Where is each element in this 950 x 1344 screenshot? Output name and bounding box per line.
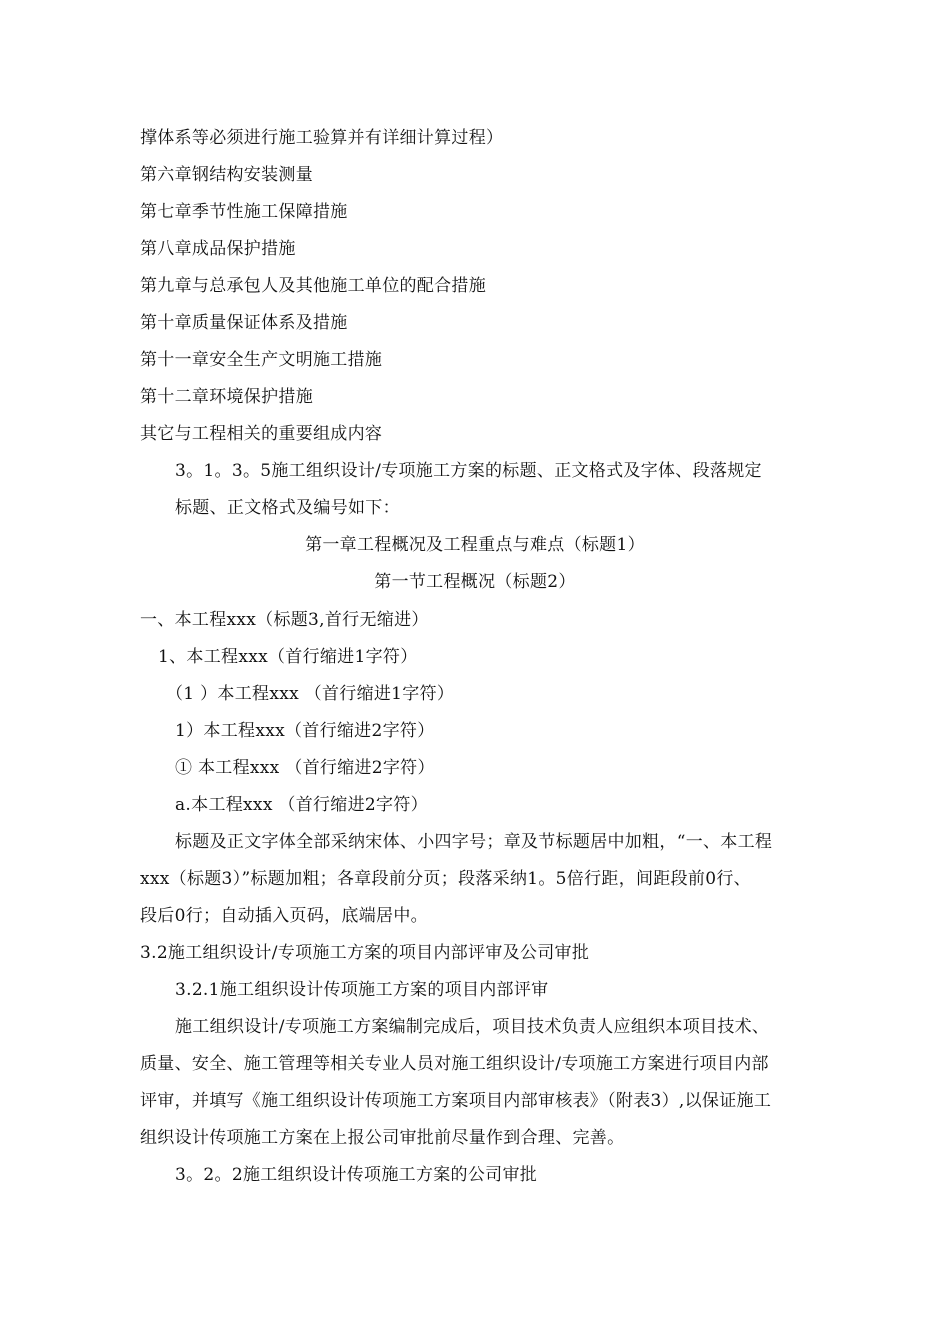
section-heading-3-2-2: 3。2。2施工组织设计传项施工方案的公司审批 (175, 1165, 538, 1185)
example-level-2: 1）本工程xxx（首行缩进2字符） (175, 721, 435, 741)
example-level-letter: a.本工程xxx （首行缩进2字符） (175, 795, 428, 815)
chapter-11-heading: 第十一章安全生产文明施工措施 (140, 350, 383, 370)
chapter-6-heading: 第六章钢结构安装测量 (140, 165, 313, 185)
text-line: 标题、正文格式及编号如下： (175, 498, 400, 518)
example-level-1: 1、本工程xxx（首行缩进1字符） (158, 647, 418, 667)
paragraph-line: 标题及正文字体全部采纳宋体、小四字号；章及节标题居中加粗，“一、本工程 (175, 832, 773, 852)
example-level-circled: ① 本工程xxx （首行缩进2字符） (175, 758, 435, 778)
other-content-line: 其它与工程相关的重要组成内容 (140, 424, 383, 444)
chapter-8-heading: 第八章成品保护措施 (140, 239, 296, 259)
example-heading-3: 一、本工程xxx（标题3,首行无缩进） (140, 610, 429, 630)
paragraph-line: 段后0行；自动插入页码，底端居中。 (140, 906, 428, 926)
paragraph-line: xxx（标题3）”标题加粗；各章段前分页；段落采纳1。5倍行距，间距段前0行、 (140, 869, 751, 889)
example-heading-2: 第一节工程概况（标题2） (374, 572, 576, 592)
section-heading-3-1-3-5: 3。1。3。5施工组织设计/专项施工方案的标题、正文格式及字体、段落规定 (175, 461, 762, 481)
example-level-paren: （1 ）本工程xxx （首行缩进1字符） (166, 684, 455, 704)
text-line: 撑体系等必须进行施工验算并有详细计算过程） (140, 128, 504, 148)
paragraph-line: 施工组织设计/专项施工方案编制完成后，项目技术负责人应组织本项目技术、 (175, 1017, 770, 1037)
example-heading-1: 第一章工程概况及工程重点与难点（标题1） (305, 535, 645, 555)
section-heading-3-2: 3.2施工组织设计/专项施工方案的项目内部评审及公司审批 (140, 943, 590, 963)
chapter-12-heading: 第十二章环境保护措施 (140, 387, 313, 407)
chapter-9-heading: 第九章与总承包人及其他施工单位的配合措施 (140, 276, 486, 296)
paragraph-line: 质量、安全、施工管理等相关专业人员对施工组织设计/专项施工方案进行项目内部 (140, 1054, 769, 1074)
paragraph-line: 组织设计传项施工方案在上报公司审批前尽量作到合理、完善。 (140, 1128, 625, 1148)
paragraph-line: 评审，并填写《施工组织设计传项施工方案项目内部审核表》（附表3）,以保证施工 (140, 1091, 772, 1111)
section-heading-3-2-1: 3.2.1施工组织设计传项施工方案的项目内部评审 (175, 980, 549, 1000)
chapter-10-heading: 第十章质量保证体系及措施 (140, 313, 348, 333)
chapter-7-heading: 第七章季节性施工保障措施 (140, 202, 348, 222)
